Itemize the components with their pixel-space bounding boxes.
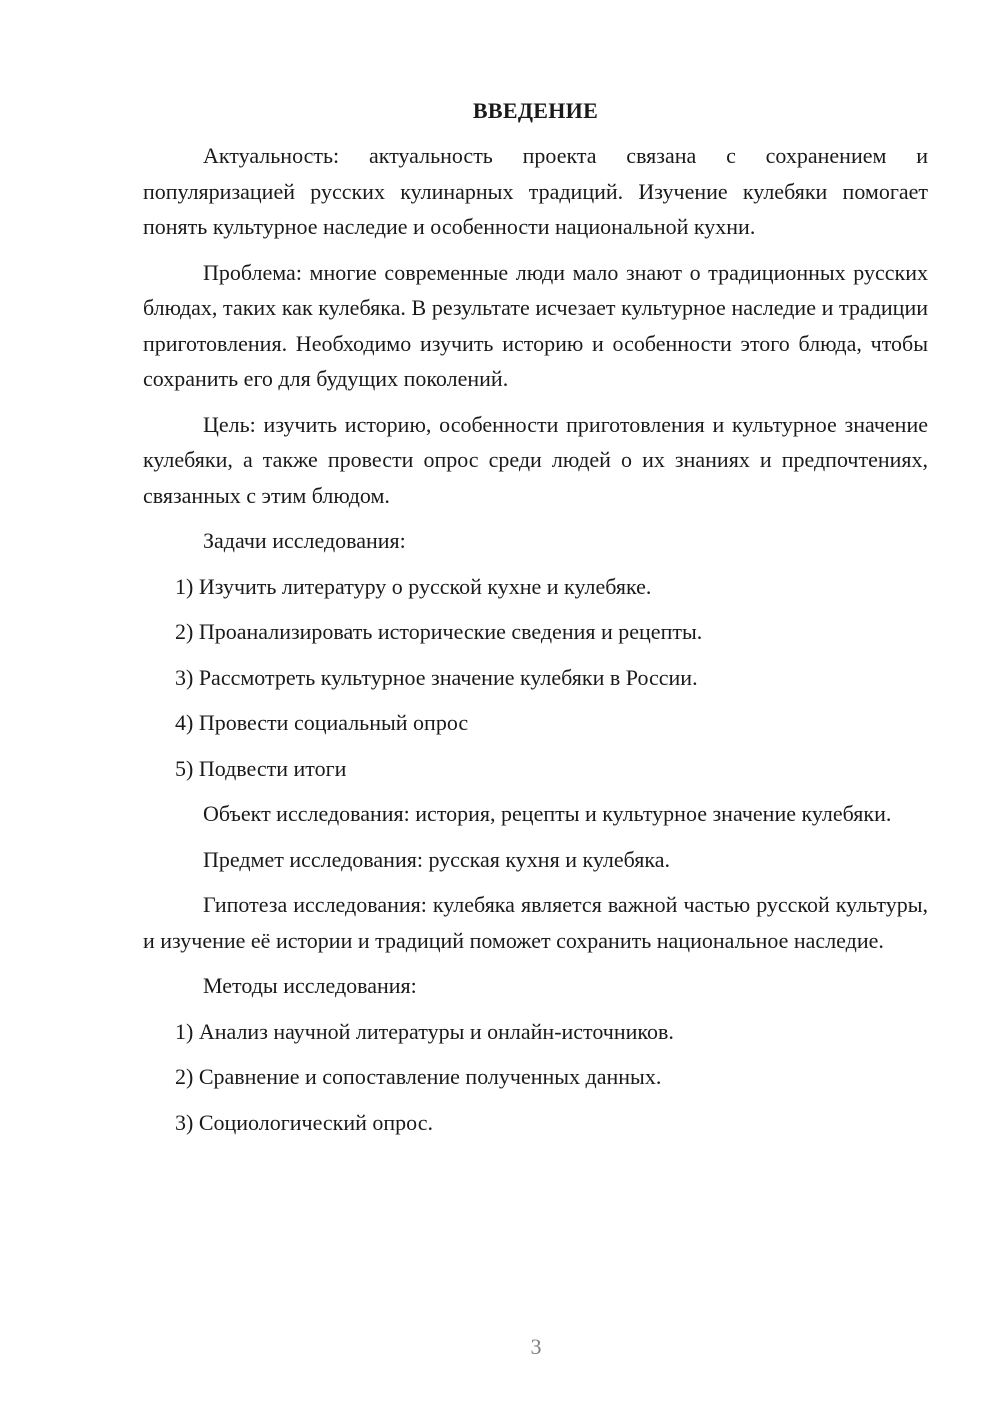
section-title: ВВЕДЕНИЕ: [472, 98, 599, 123]
methods-heading: Методы исследования:: [203, 973, 417, 998]
tasks-list: [143, 569, 928, 787]
list-item: 2) Сравнение и сопоставление полученных данных.: [175, 1064, 662, 1089]
list-item: 1) Анализ научной литературы и онлайн-источников.: [175, 1018, 674, 1044]
problem-paragraph: Проблема: многие современные люди мало знают о традиционных русских блюдах, таких как кулебяка. В результате исчезает культурное наследие и традиции приготовления. Необходимо изучить историю и особенности этого блюда, чтобы сохранить его для будущих поколений.: [143, 259, 928, 391]
subject-paragraph: Предмет исследования: русская кухня и кулебяка.: [203, 846, 671, 872]
list-item: 3) Рассмотреть культурное значение кулебяки в России.: [175, 664, 698, 690]
goal-paragraph: Цель: изучить историю, особенности приготовления и культурное значение кулебяки, а также провести опрос среди людей о их знаниях и предпочтениях, связанных с этим блюдом.: [143, 411, 928, 508]
object-paragraph: Объект исследования: история, рецепты и культурное значение кулебяки.: [203, 801, 892, 826]
document-page: [143, 96, 928, 1150]
list-item: 5) Подвести итоги: [175, 755, 347, 781]
relevance-paragraph: Актуальность: актуальность проекта связана с сохранением и популяризацией русских кулинарных традиций. Изучение кулебяки помогает понять культурное наследие и особенности национальной кухни.: [143, 143, 928, 239]
list-item: 4) Провести социальный опрос: [175, 710, 469, 735]
hypothesis-paragraph: Гипотеза исследования: кулебяка является важной частью русской культуры, и изучение её истории и традиций поможет сохранить национальное наследие.: [143, 892, 928, 953]
page-number: 3: [530, 1334, 542, 1359]
list-item: 3) Социологический опрос.: [175, 1109, 433, 1135]
list-item: 1) Изучить литературу о русской кухне и кулебяке.: [175, 573, 652, 599]
tasks-heading: Задачи исследования:: [203, 528, 406, 553]
methods-list: [143, 1014, 928, 1141]
list-item: 2) Проанализировать исторические сведения и рецепты.: [175, 619, 703, 644]
